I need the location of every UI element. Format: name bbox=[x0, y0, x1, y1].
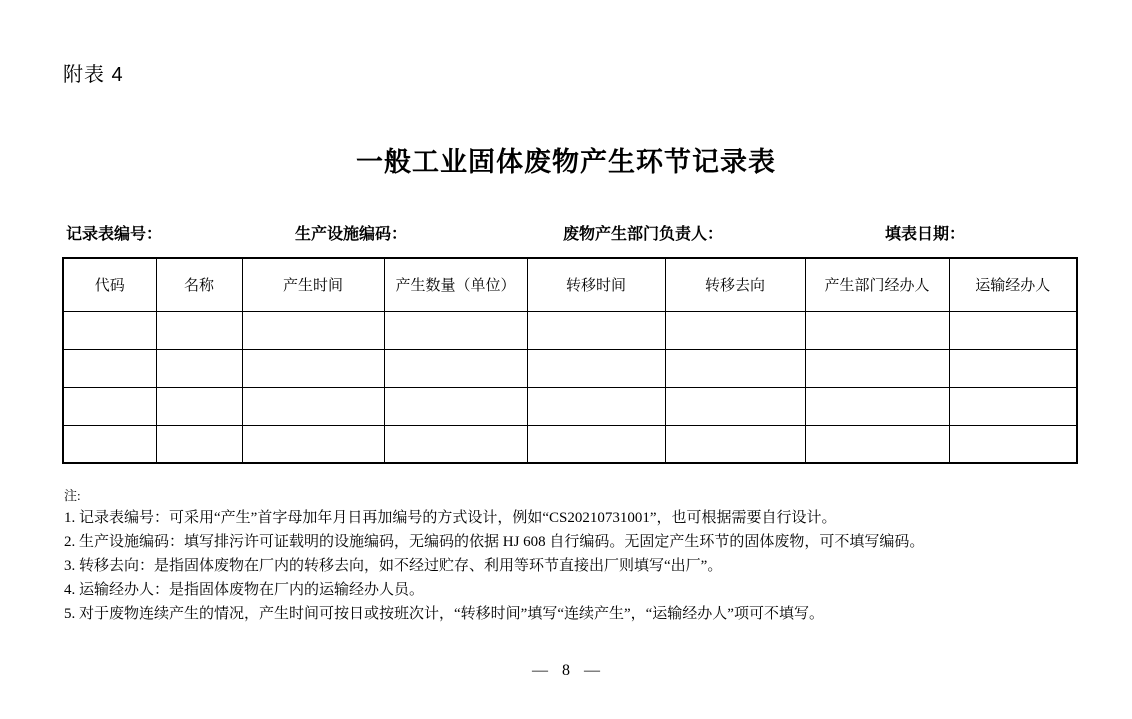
table-cell bbox=[384, 425, 527, 463]
table-row bbox=[63, 387, 1077, 425]
page-title: 一般工业固体废物产生环节记录表 bbox=[356, 147, 776, 177]
table-row bbox=[63, 311, 1077, 349]
table-cell bbox=[949, 387, 1077, 425]
table-cell bbox=[156, 387, 242, 425]
table-cell bbox=[665, 425, 805, 463]
record-number-label: 记录表编号： bbox=[66, 226, 163, 243]
note-item-5: 5. 对于废物连续产生的情况，产生时间可按日或按班次计，“转移时间”填写“连续产生”，“运输经办人”项可不填写。 bbox=[64, 606, 824, 622]
table-cell bbox=[949, 311, 1077, 349]
table-cell bbox=[384, 387, 527, 425]
note-item-3: 3. 转移去向：是指固体废物在厂内的转移去向，如不经过贮存、利用等环节直接出厂则填写“出厂”。 bbox=[64, 558, 723, 574]
note-item-2: 2. 生产设施编码：填写排污许可证载明的设施编码，无编码的依据 HJ 608 自行编码。无固定产生环节的固体废物，可不填写编码。 bbox=[64, 534, 925, 550]
table-cell bbox=[527, 425, 665, 463]
page-number: 8 bbox=[562, 662, 570, 679]
table-cell bbox=[665, 311, 805, 349]
form-label-row bbox=[62, 221, 1076, 245]
notes-list bbox=[64, 506, 1074, 626]
table-cell bbox=[527, 349, 665, 387]
table-cell bbox=[665, 349, 805, 387]
column-header-1: 名称 bbox=[156, 258, 242, 311]
table-cell bbox=[242, 425, 384, 463]
table-cell bbox=[805, 425, 949, 463]
record-table bbox=[62, 257, 1078, 464]
column-header-0: 代码 bbox=[63, 258, 156, 311]
table-cell bbox=[156, 349, 242, 387]
fill-date-label: 填表日期： bbox=[885, 226, 966, 243]
column-header-4: 转移时间 bbox=[527, 258, 665, 311]
table-cell bbox=[242, 311, 384, 349]
table-cell bbox=[63, 311, 156, 349]
column-header-7: 运输经办人 bbox=[949, 258, 1077, 311]
table-cell bbox=[384, 349, 527, 387]
table-row bbox=[63, 349, 1077, 387]
table-cell bbox=[527, 311, 665, 349]
column-header-6: 产生部门经办人 bbox=[805, 258, 949, 311]
note-item-1: 1. 记录表编号：可采用“产生”首字母加年月日再加编号的方式设计，例如“CS20210731001”，也可根据需要自行设计。 bbox=[64, 510, 837, 526]
table-cell bbox=[63, 349, 156, 387]
table-cell bbox=[527, 387, 665, 425]
table-cell bbox=[242, 349, 384, 387]
notes-label: 注: bbox=[64, 488, 81, 503]
table-header-row bbox=[63, 258, 1077, 311]
column-header-2: 产生时间 bbox=[242, 258, 384, 311]
column-header-5: 转移去向 bbox=[665, 258, 805, 311]
table-cell bbox=[384, 311, 527, 349]
table-row bbox=[63, 425, 1077, 463]
table-cell bbox=[156, 425, 242, 463]
table-cell bbox=[805, 387, 949, 425]
table-cell bbox=[63, 387, 156, 425]
table-cell bbox=[949, 349, 1077, 387]
notes-section bbox=[64, 486, 1074, 626]
table-cell bbox=[242, 387, 384, 425]
page-footer bbox=[0, 662, 1132, 680]
table-cell bbox=[805, 311, 949, 349]
table-cell bbox=[63, 425, 156, 463]
table-cell bbox=[805, 349, 949, 387]
table-cell bbox=[665, 387, 805, 425]
column-header-3: 产生数量（单位） bbox=[384, 258, 527, 311]
footer-right-dash: — bbox=[584, 662, 600, 679]
footer-left-dash: — bbox=[532, 662, 548, 679]
department-head-label: 废物产生部门负责人： bbox=[563, 226, 724, 243]
table-cell bbox=[949, 425, 1077, 463]
attachment-label: 附表 4 bbox=[63, 64, 124, 86]
note-item-4: 4. 运输经办人：是指固体废物在厂内的运输经办人员。 bbox=[64, 582, 425, 598]
table-cell bbox=[156, 311, 242, 349]
facility-code-label: 生产设施编码： bbox=[295, 226, 408, 243]
